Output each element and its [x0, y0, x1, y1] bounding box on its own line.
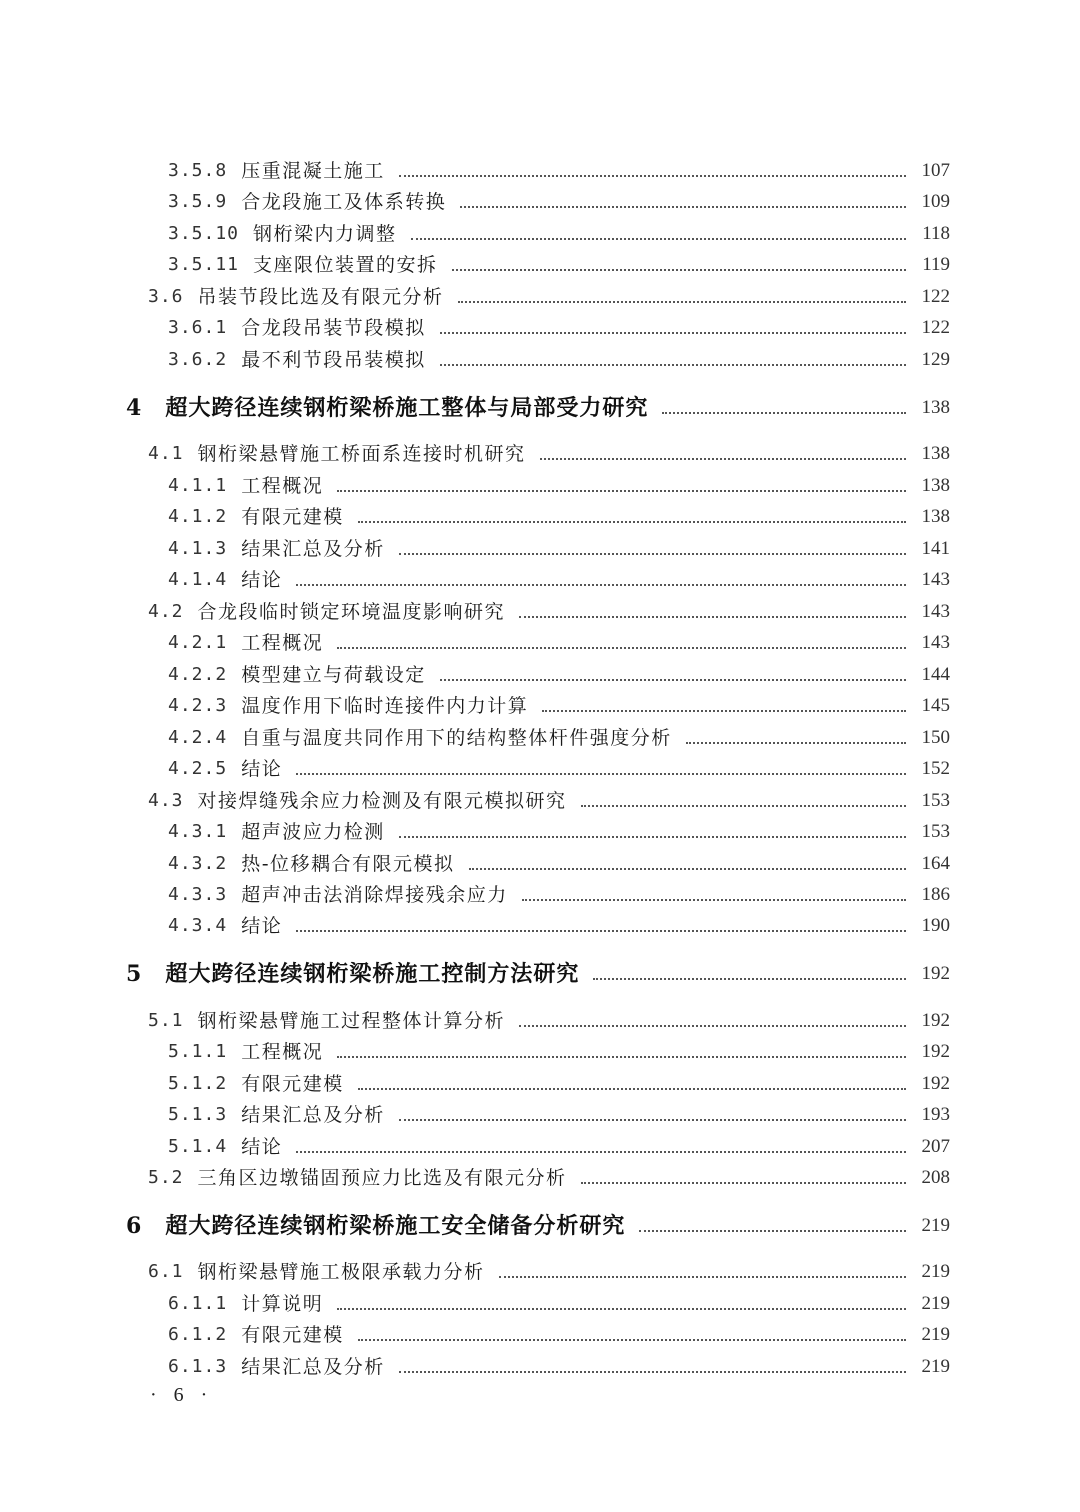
toc-subsection-row: [0, 1131, 1080, 1159]
toc-subsection-row: [0, 659, 1080, 687]
toc-entry-title: 超大跨径连续钢桁梁桥施工控制方法研究: [165, 961, 580, 987]
toc-entry-title: 最不利节段吊装模拟: [241, 349, 426, 371]
toc-entry-title: 结果汇总及分析: [241, 538, 385, 560]
toc-subsection-row: [0, 879, 1080, 907]
toc-entry-title: 超大跨径连续钢桁梁桥施工整体与局部受力研究: [165, 395, 649, 421]
toc-subsection-row: [0, 1068, 1080, 1096]
dot-leader: [639, 1230, 906, 1232]
toc-section-row: [0, 1162, 1080, 1190]
toc-entry-title: 结果汇总及分析: [241, 1104, 385, 1126]
toc-entry-number: 4.2.4: [168, 727, 228, 748]
toc-entry-title: 工程概况: [241, 475, 324, 497]
toc-entry-number: 4.2.1: [168, 632, 228, 653]
toc-subsection-row: [0, 312, 1080, 340]
toc-entry-title: 钢桁梁悬臂施工极限承载力分析: [197, 1261, 485, 1283]
toc-entry-title: 有限元建模: [241, 506, 344, 528]
toc-entry-title: 超声波应力检测: [241, 821, 385, 843]
toc-entry-page: 219: [921, 1356, 950, 1377]
dot-leader: [399, 553, 906, 555]
toc-entry-page: 129: [921, 349, 950, 370]
dot-leader: [337, 647, 906, 649]
toc-entry-page: 193: [921, 1104, 950, 1125]
toc-entry-title: 钢桁梁悬臂施工过程整体计算分析: [197, 1010, 506, 1032]
toc-subsection-row: [0, 186, 1080, 214]
toc-entry-title: 支座限位装置的安拆: [253, 254, 438, 276]
toc-entry-page: 219: [921, 1293, 950, 1314]
toc-entry-page: 122: [921, 317, 950, 338]
toc-entry-page: 219: [921, 1215, 950, 1236]
toc-entry-title: 结论: [241, 915, 283, 937]
toc-entry-number: 4.3.3: [168, 884, 228, 905]
dot-leader: [542, 710, 906, 712]
toc-section-row: [0, 596, 1080, 624]
toc-entry-title: 工程概况: [241, 1041, 324, 1063]
toc-chapter-row: [0, 958, 1080, 986]
toc-entry-number: 3.5.9: [168, 191, 228, 212]
toc-entry-number: 5.1: [148, 1010, 184, 1031]
toc-subsection-row: [0, 1319, 1080, 1347]
toc-entry-number: 5: [126, 961, 142, 987]
toc-entry-title: 工程概况: [241, 632, 324, 654]
toc-entry-page: 109: [921, 191, 950, 212]
toc-entry-title: 结论: [241, 758, 283, 780]
dot-leader: [452, 269, 906, 271]
dot-leader: [662, 412, 906, 414]
toc-entry-number: 4.1.3: [168, 538, 228, 559]
toc-entry-page: 143: [921, 601, 950, 622]
toc-entry-number: 3.5.8: [168, 160, 228, 181]
toc-entry-number: 6: [126, 1213, 142, 1239]
toc-entry-title: 有限元建模: [241, 1324, 344, 1346]
toc-entry-number: 4.3.1: [168, 821, 228, 842]
dot-leader: [337, 490, 906, 492]
toc-entry-number: 4.1.1: [168, 475, 228, 496]
toc-subsection-row: [0, 627, 1080, 655]
toc-subsection-row: [0, 249, 1080, 277]
toc-subsection-row: [0, 722, 1080, 750]
toc-entry-number: 3.6.2: [168, 349, 228, 370]
dot-leader: [358, 1088, 906, 1090]
toc-entry-number: 5.1.1: [168, 1041, 228, 1062]
toc-entry-number: 4.3.2: [168, 853, 228, 874]
dot-leader: [469, 868, 906, 870]
dot-leader: [458, 301, 906, 303]
toc-entry-title: 对接焊缝残余应力检测及有限元模拟研究: [197, 790, 567, 812]
toc-section-row: [0, 1256, 1080, 1284]
toc-entry-page: 192: [921, 1010, 950, 1031]
dot-leader: [296, 773, 906, 775]
toc-entry-number: 4: [126, 395, 142, 421]
toc-subsection-row: [0, 690, 1080, 718]
toc-entry-title: 钢桁梁内力调整: [253, 223, 397, 245]
dot-leader: [358, 521, 906, 523]
toc-subsection-row: [0, 1036, 1080, 1064]
toc-entry-page: 143: [921, 569, 950, 590]
toc-entry-number: 5.1.4: [168, 1136, 228, 1157]
dot-leader: [440, 332, 906, 334]
toc-entry-number: 4.1.2: [168, 506, 228, 527]
toc-entry-page: 164: [921, 853, 950, 874]
toc-entry-page: 144: [921, 664, 950, 685]
dot-leader: [519, 616, 906, 618]
dot-leader: [337, 1308, 906, 1310]
toc-entry-title: 有限元建模: [241, 1073, 344, 1095]
toc-entry-page: 138: [921, 397, 950, 418]
toc-entry-title: 合龙段临时锁定环境温度影响研究: [197, 601, 506, 623]
page-number: · 6 ·: [150, 1384, 214, 1406]
toc-entry-page: 153: [921, 790, 950, 811]
toc-subsection-row: [0, 470, 1080, 498]
toc-entry-number: 6.1: [148, 1261, 184, 1282]
toc-entry-page: 186: [921, 884, 950, 905]
toc-entry-page: 145: [921, 695, 950, 716]
toc-subsection-row: [0, 218, 1080, 246]
toc-entry-page: 141: [921, 538, 950, 559]
toc-entry-page: 208: [921, 1167, 950, 1188]
toc-entry-number: 3.6: [148, 286, 184, 307]
toc-entry-page: 118: [922, 223, 950, 244]
toc-entry-title: 合龙段施工及体系转换: [241, 191, 447, 213]
toc-entry-title: 超声冲击法消除焊接残余应力: [241, 884, 508, 906]
toc-entry-number: 6.1.2: [168, 1324, 228, 1345]
toc-chapter-row: [0, 1210, 1080, 1238]
dot-leader: [460, 206, 906, 208]
toc-subsection-row: [0, 533, 1080, 561]
toc-entry-title: 自重与温度共同作用下的结构整体杆件强度分析: [241, 727, 672, 749]
toc-entry-title: 结论: [241, 569, 283, 591]
toc-entry-page: 192: [921, 1041, 950, 1062]
toc-entry-title: 计算说明: [241, 1293, 324, 1315]
toc-subsection-row: [0, 848, 1080, 876]
toc-entry-title: 结论: [241, 1136, 283, 1158]
toc-entry-number: 5.1.3: [168, 1104, 228, 1125]
toc-entry-number: 5.2: [148, 1167, 184, 1188]
dot-leader: [440, 679, 906, 681]
toc-entry-number: 6.1.3: [168, 1356, 228, 1377]
dot-leader: [399, 836, 906, 838]
toc-entry-title: 三角区边墩锚固预应力比选及有限元分析: [197, 1167, 567, 1189]
toc-entry-number: 4.2.2: [168, 664, 228, 685]
toc-entry-page: 122: [921, 286, 950, 307]
toc-section-row: [0, 281, 1080, 309]
toc-entry-page: 153: [921, 821, 950, 842]
toc-entry-page: 119: [922, 254, 950, 275]
toc-entry-title: 结果汇总及分析: [241, 1356, 385, 1378]
toc-entry-page: 138: [921, 443, 950, 464]
toc-entry-number: 4.1.4: [168, 569, 228, 590]
toc-entry-page: 190: [921, 915, 950, 936]
toc-subsection-row: [0, 501, 1080, 529]
toc-entry-page: 150: [921, 727, 950, 748]
toc-entry-page: 192: [921, 963, 950, 984]
toc-entry-number: 4.3: [148, 790, 184, 811]
toc-entry-number: 4.2.5: [168, 758, 228, 779]
toc-subsection-row: [0, 910, 1080, 938]
toc-entry-number: 4.1: [148, 443, 184, 464]
dot-leader: [519, 1025, 906, 1027]
toc-entry-page: 192: [921, 1073, 950, 1094]
toc-section-row: [0, 785, 1080, 813]
dot-leader: [686, 742, 906, 744]
toc-entry-title: 吊装节段比选及有限元分析: [197, 286, 444, 308]
toc-chapter-row: [0, 392, 1080, 420]
dot-leader: [522, 899, 906, 901]
toc-section-row: [0, 1005, 1080, 1033]
toc-entry-number: 6.1.1: [168, 1293, 228, 1314]
dot-leader: [358, 1339, 906, 1341]
toc-subsection-row: [0, 155, 1080, 183]
toc-subsection-row: [0, 753, 1080, 781]
dot-leader: [337, 1056, 906, 1058]
toc-entry-page: 219: [921, 1261, 950, 1282]
toc-subsection-row: [0, 564, 1080, 592]
toc-entry-page: 107: [921, 160, 950, 181]
toc-entry-number: 3.5.11: [168, 254, 240, 275]
toc-subsection-row: [0, 1099, 1080, 1127]
toc-entry-number: 3.5.10: [168, 223, 240, 244]
toc-subsection-row: [0, 816, 1080, 844]
toc-entry-number: 3.6.1: [168, 317, 228, 338]
toc-entry-title: 超大跨径连续钢桁梁桥施工安全储备分析研究: [165, 1213, 626, 1239]
dot-leader: [499, 1276, 906, 1278]
toc-entry-title: 合龙段吊装节段模拟: [241, 317, 426, 339]
toc-entry-title: 压重混凝土施工: [241, 160, 385, 182]
dot-leader: [581, 805, 906, 807]
dot-leader: [296, 1151, 906, 1153]
dot-leader: [581, 1182, 906, 1184]
toc-entry-page: 143: [921, 632, 950, 653]
dot-leader: [593, 978, 906, 980]
toc-entry-title: 温度作用下临时连接件内力计算: [241, 695, 529, 717]
dot-leader: [399, 1119, 906, 1121]
toc-entry-title: 模型建立与荷载设定: [241, 664, 426, 686]
toc-subsection-row: [0, 1351, 1080, 1379]
toc-entry-number: 5.1.2: [168, 1073, 228, 1094]
toc-subsection-row: [0, 1288, 1080, 1316]
dot-leader: [540, 458, 906, 460]
dot-leader: [296, 584, 906, 586]
dot-leader: [440, 364, 906, 366]
dot-leader: [296, 930, 906, 932]
toc-entry-title: 钢桁梁悬臂施工桥面系连接时机研究: [197, 443, 526, 465]
toc-subsection-row: [0, 344, 1080, 372]
toc-entry-page: 138: [921, 506, 950, 527]
dot-leader: [399, 175, 906, 177]
toc-entry-page: 207: [921, 1136, 950, 1157]
toc-entry-title: 热-位移耦合有限元模拟: [241, 853, 455, 875]
toc-entry-number: 4.2: [148, 601, 184, 622]
toc-entry-page: 152: [921, 758, 950, 779]
dot-leader: [411, 238, 906, 240]
toc-entry-number: 4.2.3: [168, 695, 228, 716]
toc-section-row: [0, 438, 1080, 466]
toc-entry-page: 219: [921, 1324, 950, 1345]
toc-entry-page: 138: [921, 475, 950, 496]
toc-entry-number: 4.3.4: [168, 915, 228, 936]
dot-leader: [399, 1371, 906, 1373]
